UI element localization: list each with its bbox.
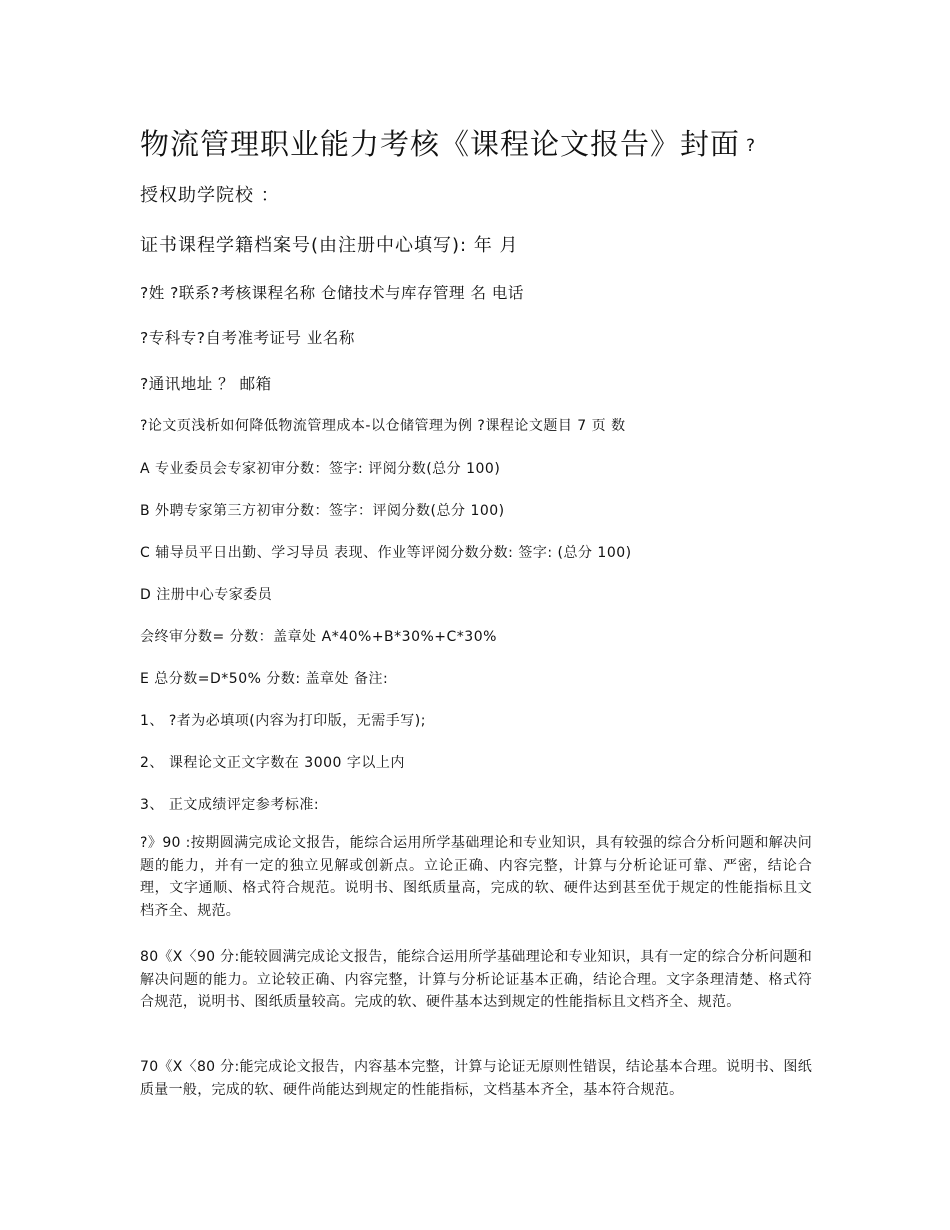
note-2: 2、 课程论文正文字数在 3000 字以上内 <box>140 755 405 771</box>
thesis-line: ?论文页浅析如何降低物流管理成本-以仓储管理为例 ?课程论文题目 7 页 数 <box>140 418 626 434</box>
score-b-line: B 外聘专家第三方初审分数：签字：评阅分数(总分 100) <box>140 503 505 519</box>
score-c-line: C 辅导员平日出勤、学习导员 表现、作业等评阅分数分数: 签字: (总分 100) <box>140 545 632 561</box>
address-line: ?通讯地址 ？ 邮箱 <box>140 375 272 393</box>
major-line: ?专科专?自考准考证号 业名称 <box>140 329 355 347</box>
criteria-90-paragraph: ?》90 :按期圆满完成论文报告，能综合运用所学基础理论和专业知识，具有较强的综合分析问题和解决问题的能力，并有一定的独立见解或创新点。立论正确、内容完整，计算与分析论证可靠、严密，结论合理，文字通顺、格式符合规范。说明书、图纸质量高，完成的软、硬件达到甚至优于规定的性能指标且文档齐全、规范。 <box>140 835 812 919</box>
score-d-line: D 注册中心专家委员 <box>140 587 273 603</box>
total-score-line: E 总分数=D*50% 分数: 盖章处 备注: <box>140 671 389 687</box>
title-text: 物流管理职业能力考核《课程论文报告》封面 <box>140 127 741 161</box>
score-a-line: A 专业委员会专家初审分数：签字: 评阅分数(总分 100) <box>140 461 501 477</box>
title-question-mark: ? <box>746 136 757 156</box>
note-1: 1、 ?者为必填项(内容为打印版，无需手写); <box>140 713 426 729</box>
criteria-80-paragraph: 80《X〈90 分:能较圆满完成论文报告，能综合运用所学基础理论和专业知识，具有一定的综合分析问题和解决问题的能力。立论较正确、内容完整，计算与分析论证基本正确，结论合理。文字条理清楚、格式符合规范，说明书、图纸质量较高。完成的软、硬件基本达到规定的性能指标且文档齐全、规范。 <box>140 949 812 1010</box>
document-title <box>140 122 756 163</box>
certificate-line: 证书课程学籍档案号(由注册中心填写): 年 月 <box>140 235 519 256</box>
criteria-70-paragraph: 70《X〈80 分:能完成论文报告，内容基本完整，计算与论证无原则性错误，结论基本合理。说明书、图纸质量一般，完成的软、硬件尚能达到规定的性能指标，文档基本齐全，基本符合规范。 <box>140 1059 812 1098</box>
name-line: ?姓 ?联系?考核课程名称 仓储技术与库存管理 名 电话 <box>140 284 524 302</box>
final-score-line: 会终审分数= 分数：盖章处 A*40%+B*30%+C*30% <box>140 629 497 645</box>
note-3: 3、 正文成绩评定参考标准: <box>140 797 320 813</box>
school-line: 授权助学院校 ： <box>140 185 280 206</box>
